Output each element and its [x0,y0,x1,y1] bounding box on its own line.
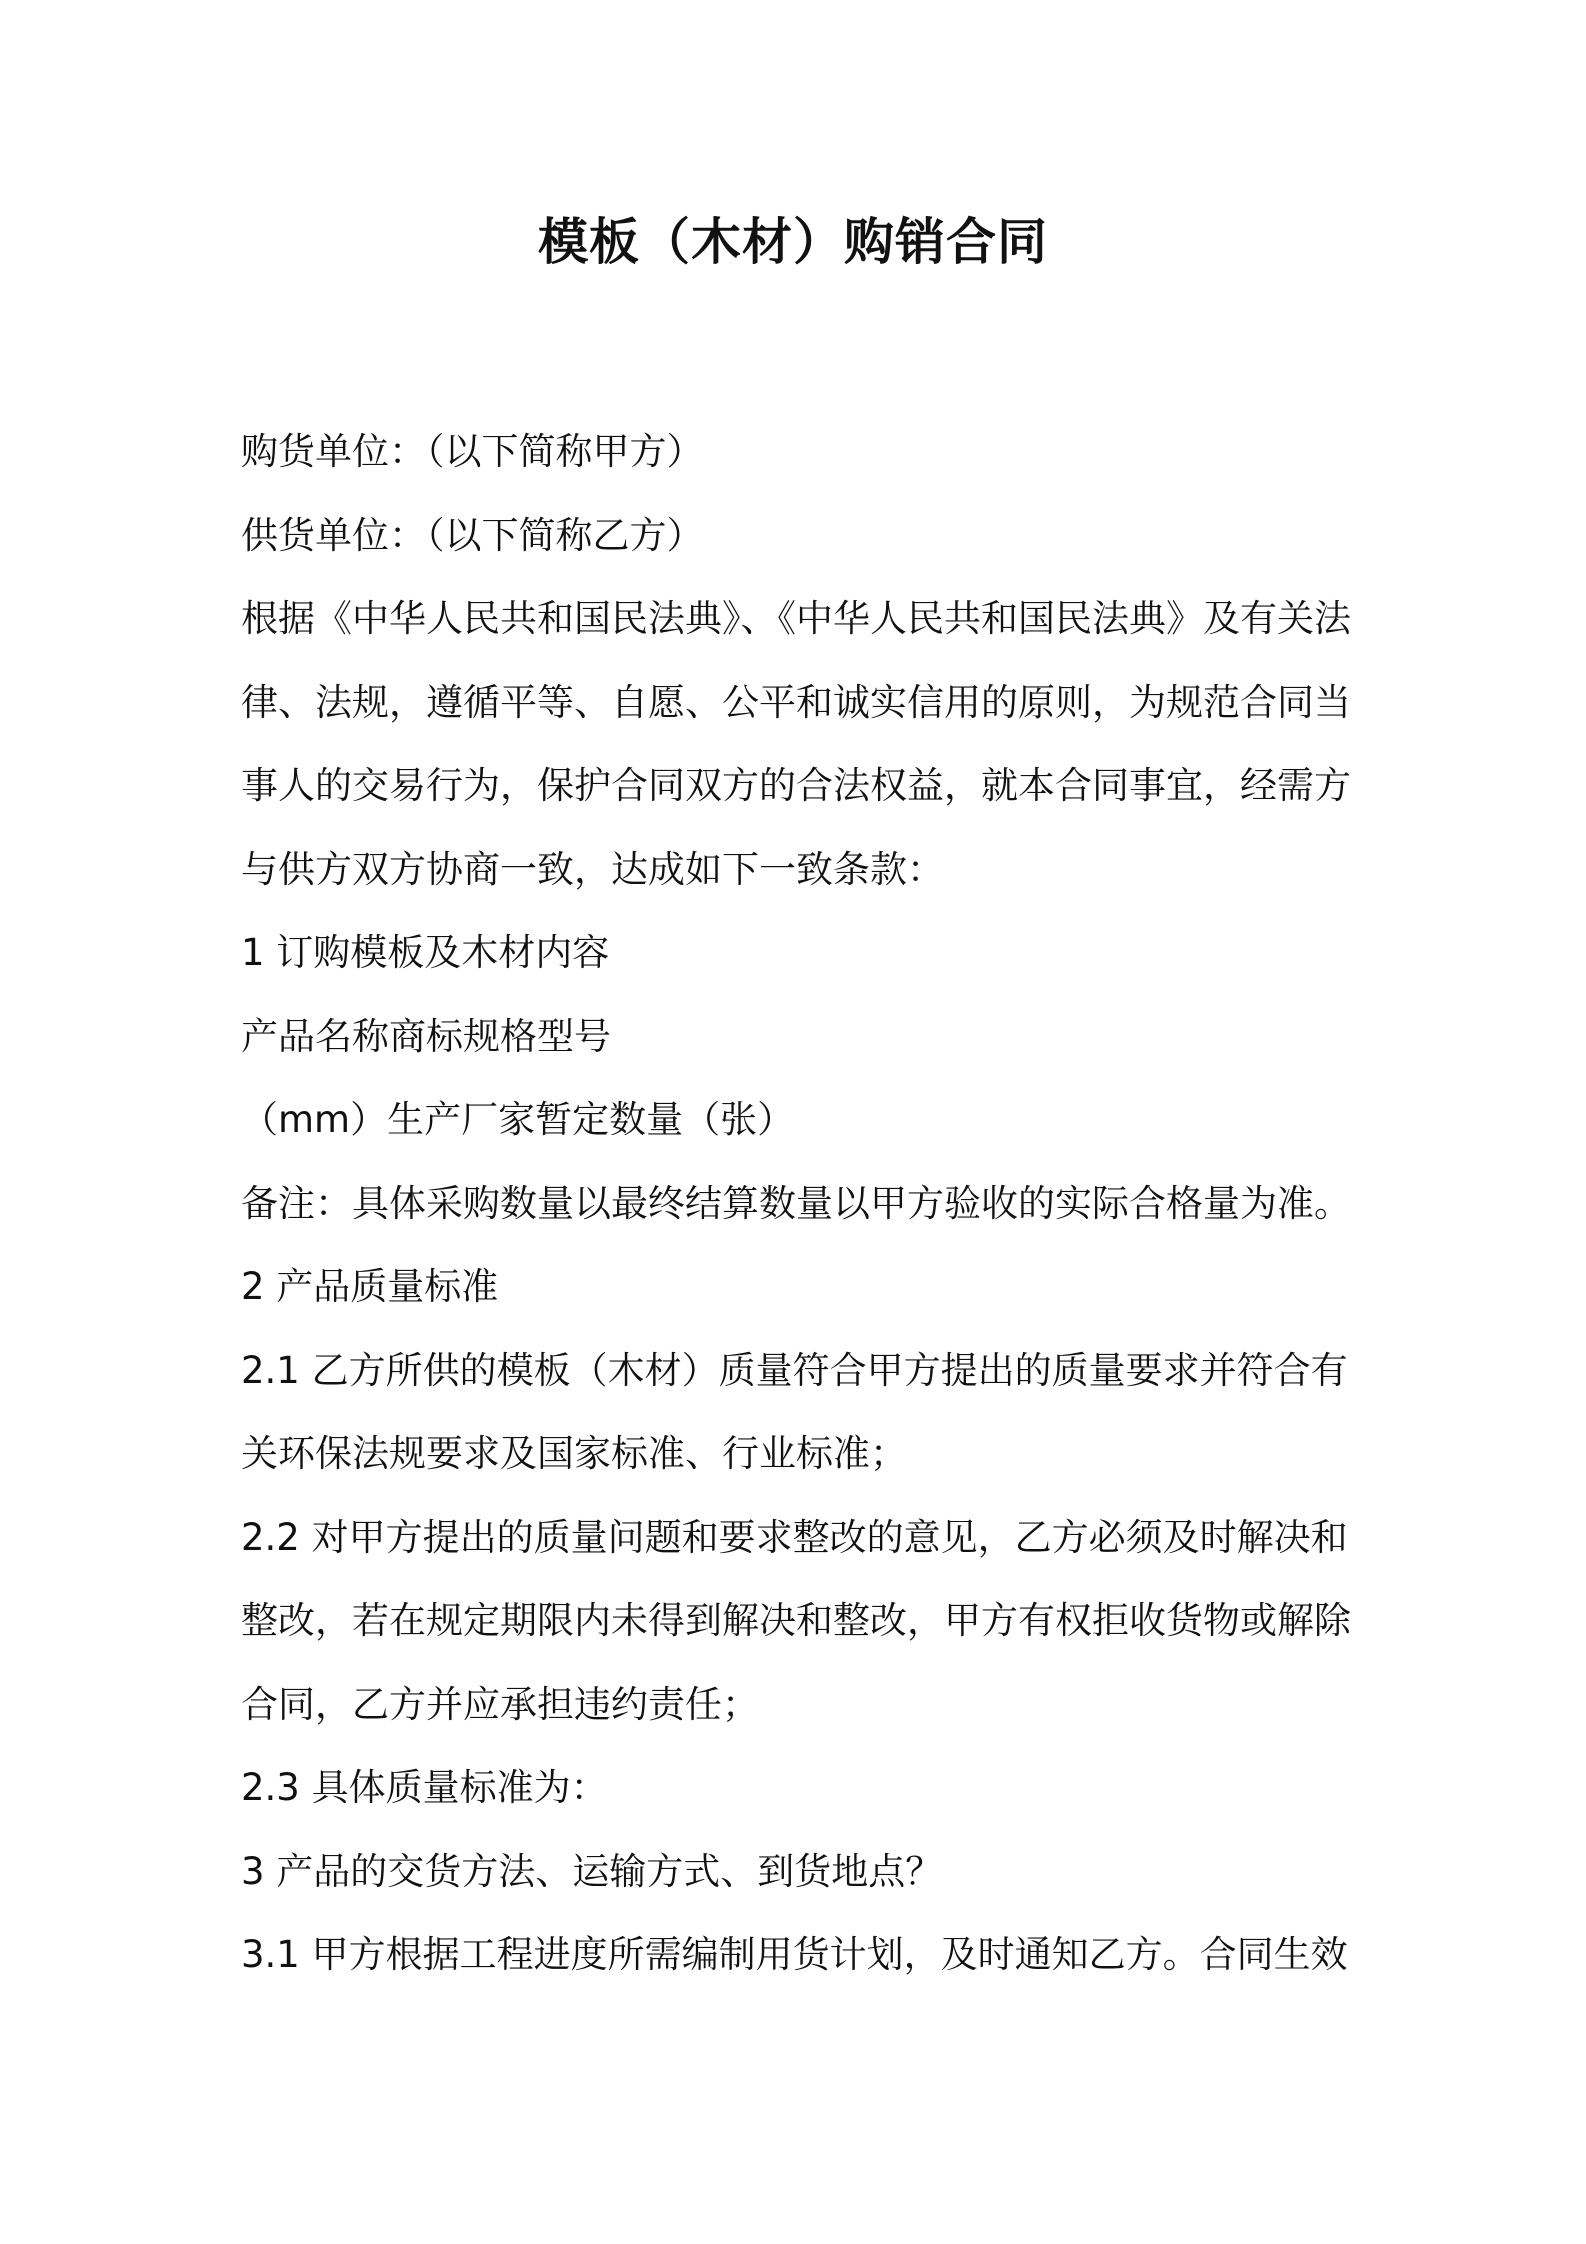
clause-line: 关环保法规要求及国家标准、行业标准； [241,1432,907,1475]
clause-line: 合同，乙方并应承担违约责任； [241,1682,759,1726]
party-a-line: 购货单位：（以下简称甲方） [241,430,704,473]
paragraph-line: 事人的交易行为，保护合同双方的合法权益，就本合同事宜，经需方 [241,764,1351,807]
clause-line: 2.3 具体质量标准为： [241,1766,608,1809]
clause-line: 3.1 甲方根据工程进度所需编制用货计划，及时通知乙方。合同生效 [241,1933,1348,1976]
clause-line: 2.2 对甲方提出的质量问题和要求整改的意见，乙方必须及时解决和 [241,1515,1348,1559]
clause-line: 2.1 乙方所供的模板（木材）质量符合甲方提出的质量要求并符合有 [241,1348,1348,1392]
document-body [241,410,1361,1997]
party-b-line: 供货单位：（以下简称乙方） [241,513,704,557]
paragraph-line: 与供方双方协商一致，达成如下一致条款： [241,847,944,891]
clause-line: 整改，若在规定期限内未得到解决和整改，甲方有权拒收货物或解除 [241,1599,1351,1642]
paragraph-line: 根据《中华人民共和国民法典》、《中华人民共和国民法典》及有关法 [241,597,1351,640]
section-heading: 2 产品质量标准 [241,1265,499,1308]
table-header-line: （mm）生产厂家暂定数量（张） [241,1098,795,1141]
section-heading: 3 产品的交货方法、运输方式、到货地点？ [241,1849,943,1893]
section-heading: 1 订购模板及木材内容 [241,931,610,974]
paragraph-line: 律、法规，遵循平等、自愿、公平和诚实信用的原则，为规范合同当 [241,680,1351,724]
remark-line: 备注：具体采购数量以最终结算数量以甲方验收的实际合格量为准。 [241,1181,1351,1225]
document-title: 模板（木材）购销合同 [538,213,1048,271]
table-header-line: 产品名称商标规格型号 [241,1014,611,1058]
